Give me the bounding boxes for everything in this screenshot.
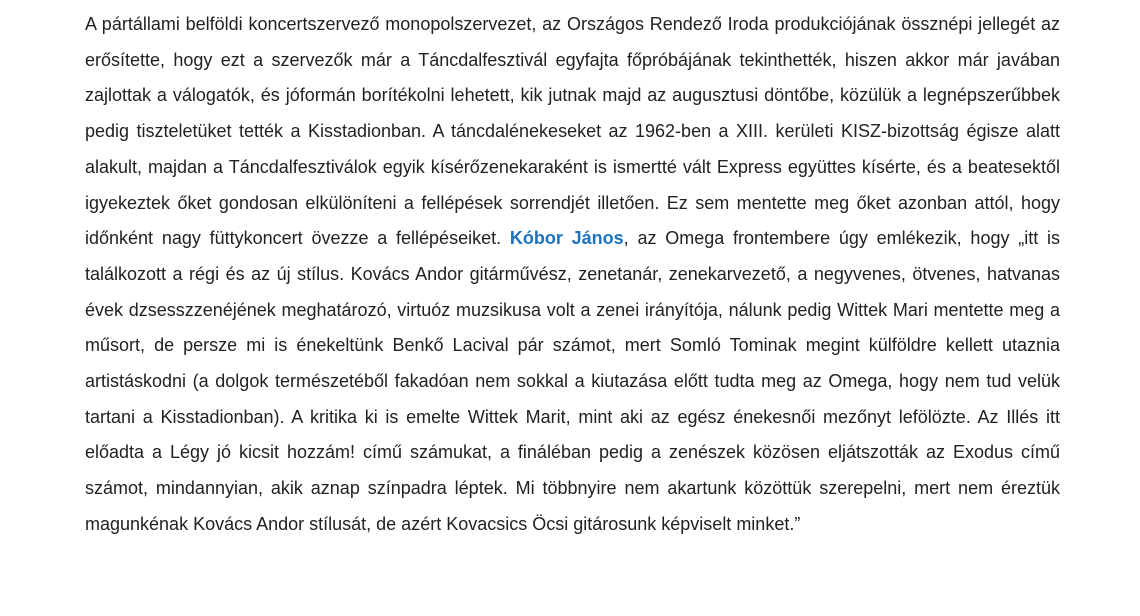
paragraph-text-before-link: A pártállami belföldi koncertszervező monopolszervezet, az Országos Rendező Iroda produkciójának össznépi jellegét az erősítette, hogy ezt a szervezők már a Táncdalfesztivál egyfajta főpróbájának tekinthették, hiszen akkor már javában zajlottak a válogatók, és jóformán borítékolni lehetett, kik jutnak majd az augusztusi döntőbe, közülük a legnépszerűbbek pedig tiszteletüket tették a Kisstadionban. A táncdalénekeseket az 1962-ben a XIII. kerületi KISZ-bizottság égisze alatt alakult, majdan a Táncdalfesztiválok egyik kísérőzenekaraként is ismertté vált Express együttes kísérte, és a beatesektől igyekeztek őket gondosan elkülöníteni a fellépések sorrendjét illetően. Ez sem mentette meg őket azonban attól, hogy időnként nagy füttykoncert övezze a fellépéseiket.	[85, 14, 1060, 249]
paragraph-text-after-link: , az Omega frontembere úgy emlékezik, hogy „itt is találkozott a régi és az új stílus. Kovács Andor gitárművész, zenetanár, zenekarvezető, a negyvenes, ötvenes, hatvanas évek dzsesszzenéjének meghatározó, virtuóz muzsikusa volt a zenei irányítója, nálunk pedig Wittek Mari mentette meg a műsort, de persze mi is énekeltünk Benkő Lacival pár számot, mert Somló Tominak megint külföldre kellett utaznia artistáskodni (a dolgok természetéből fakadóan nem sokkal a kiutazása előtt tudta meg az Omega, hogy nem tud velük tartani a Kisstadionban). A kritika ki is emelte Wittek Marit, mint aki az egész énekesnői mezőnyt lefölözte. Az Illés itt előadta a Légy jó kicsit hozzám! című számukat, a fináléban pedig a zenészek közösen eljátszották az Exodus című számot, mindannyian, akik aznap színpadra léptek. Mi többnyire nem akartunk közöttük szerepelni, mert nem éreztük magunkénak Kovács Andor stílusát, de azért Kovacsics Öcsi gitárosunk képviselt minket.”	[85, 228, 1061, 534]
person-link-kobor-janos[interactable]: Kóbor János	[509, 228, 624, 249]
article-paragraph	[85, 7, 1060, 543]
